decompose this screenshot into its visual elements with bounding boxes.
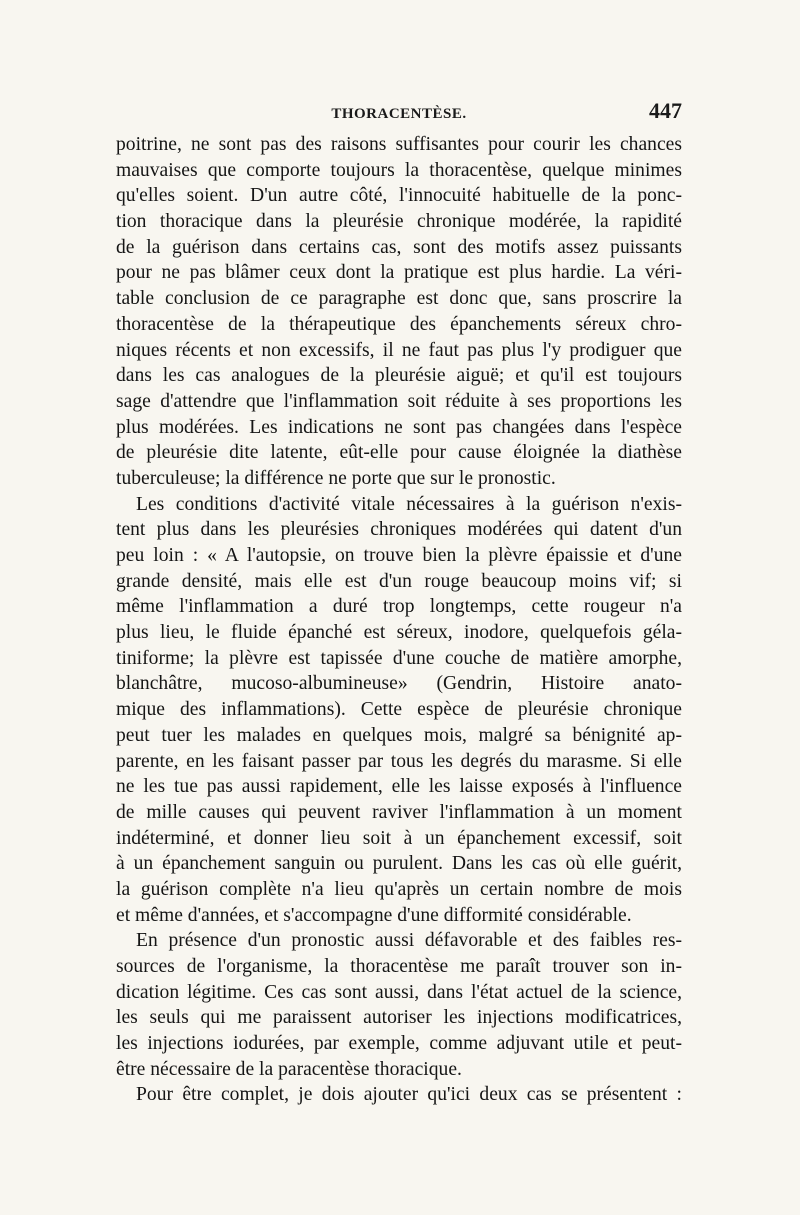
page-header: [116, 98, 682, 128]
text-line: plus lieu, le fluide épanché est séreux, inodore, quelquefois géla-: [116, 622, 682, 644]
text-line: grande densité, mais elle est d'un rouge beaucoup moins vif; si: [116, 570, 682, 592]
text-line: thoracentèse de la thérapeutique des épanchements séreux chro-: [116, 313, 682, 335]
running-title: THORACENTÈSE.: [331, 106, 467, 122]
text-line: ne les tue pas aussi rapidement, elle les laisse exposés à l'influence: [116, 776, 682, 798]
text-line: Les conditions d'activité vitale nécessaires à la guérison n'exis-: [136, 493, 682, 515]
text-line: Pour être complet, je dois ajouter qu'ici deux cas se présentent :: [136, 1084, 682, 1106]
text-line: tiniforme; la plèvre est tapissée d'une couche de matière amorphe,: [116, 647, 682, 669]
text-line: dication légitime. Ces cas sont aussi, dans l'état actuel de la science,: [116, 981, 682, 1003]
text-line: à un épanchement sanguin ou purulent. Dans les cas où elle guérit,: [116, 853, 682, 875]
text-line: niques récents et non excessifs, il ne faut pas plus l'y prodiguer que: [116, 339, 682, 361]
text-line: sage d'attendre que l'inflammation soit réduite à ses proportions les: [116, 390, 682, 412]
text-line: table conclusion de ce paragraphe est donc que, sans proscrire la: [116, 288, 682, 310]
text-line: dans les cas analogues de la pleurésie aiguë; et qu'il est toujours: [116, 365, 682, 387]
text-line: En présence d'un pronostic aussi défavorable et des faibles res-: [136, 930, 682, 952]
text-line: de la guérison dans certains cas, sont des motifs assez puissants: [116, 236, 682, 258]
text-line: même l'inflammation a duré trop longtemps, cette rougeur n'a: [116, 596, 682, 618]
text-line: mauvaises que comporte toujours la thoracentèse, quelque minimes: [116, 159, 682, 181]
text-line: tion thoracique dans la pleurésie chronique modérée, la rapidité: [116, 211, 682, 233]
text-line: indéterminé, et donner lieu soit à un épanchement excessif, soit: [116, 827, 682, 849]
text-line: sources de l'organisme, la thoracentèse me paraît trouver son in-: [116, 956, 682, 977]
text-line: tent plus dans les pleurésies chroniques modérées qui datent d'un: [116, 519, 682, 541]
text-line: les seuls qui me paraissent autoriser les injections modificatrices,: [116, 1007, 682, 1029]
text-line: qu'elles soient. D'un autre côté, l'innocuité habituelle de la ponc-: [116, 185, 682, 207]
text-line: peut tuer les malades en quelques mois, malgré sa bénignité ap-: [116, 724, 682, 746]
text-line: de pleurésie dite latente, eût-elle pour cause éloignée la diathèse: [116, 442, 682, 464]
text-line: blanchâtre, mucoso-albumineuse» (Gendrin, Histoire anato-: [116, 673, 682, 695]
text-line: de mille causes qui peuvent raviver l'inflammation à un moment: [116, 801, 682, 823]
text-line: être nécessaire de la paracentèse thoracique.: [116, 1058, 462, 1080]
text-line: la guérison complète n'a lieu qu'après un certain nombre de mois: [116, 878, 682, 900]
text-line: et même d'années, et s'accompagne d'une difformité considérable.: [116, 904, 632, 926]
body-text: [116, 132, 682, 1108]
text-line: mique des inflammations). Cette espèce de pleurésie chronique: [116, 699, 682, 721]
text-line: plus modérées. Les indications ne sont pas changées dans l'espèce: [116, 416, 682, 438]
text-line: pour ne pas blâmer ceux dont la pratique est plus hardie. La véri-: [116, 262, 682, 284]
text-line: les injections iodurées, par exemple, comme adjuvant utile et peut-: [116, 1033, 682, 1055]
text-line: peu loin : « A l'autopsie, on trouve bien la plèvre épaissie et d'une: [116, 545, 682, 566]
text-line: parente, en les faisant passer par tous les degrés du marasme. Si elle: [116, 750, 682, 772]
page-number: 447: [649, 98, 682, 123]
text-line: poitrine, ne sont pas des raisons suffisantes pour courir les chances: [116, 134, 682, 155]
text-line: tuberculeuse; la différence ne porte que sur le pronostic.: [116, 467, 556, 489]
